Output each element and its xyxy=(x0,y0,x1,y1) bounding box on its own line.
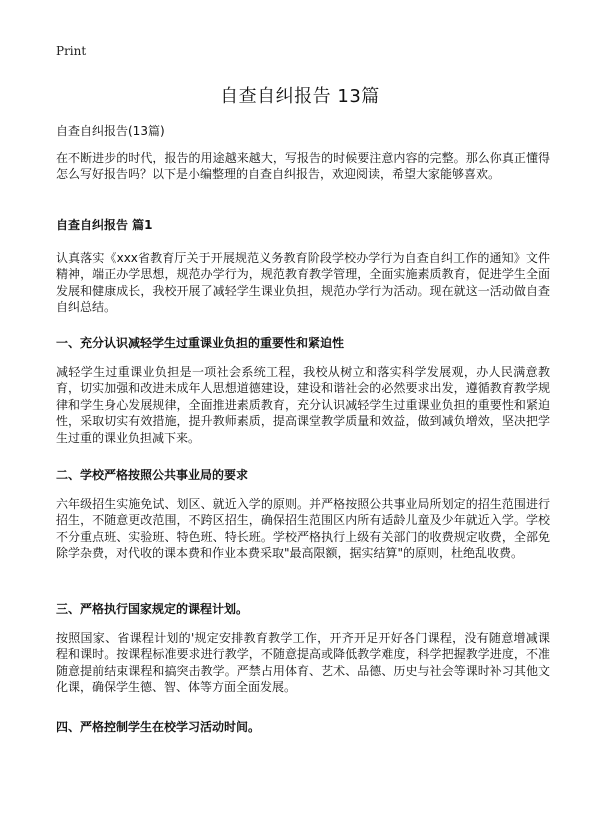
article-paragraph: 认真落实《xxx省教育厅关于开展规范义务教育阶段学校办学行为自查自纠工作的通知》文件精神，端正办学思想，规范办学行为，规范教育教学管理，全面实施素质教育，促进学生全面发展和健康成长，我校开展了减轻学生课业负担，规范办学行为活动。现在就这一活动做自查自纠总结。 xyxy=(56,251,550,315)
section-heading-4: 四、严格控制学生在校学习活动时间。 xyxy=(56,720,261,734)
section-heading-1: 一、充分认识减轻学生过重课业负担的重要性和紧迫性 xyxy=(56,336,345,350)
page-title: 自查自纠报告 13篇 xyxy=(220,86,380,107)
intro-paragraph: 在不断进步的时代，报告的用途越来越大，写报告的时候要注意内容的完整。那么你真正懂得怎么写好报告吗？以下是小编整理的自查自纠报告，欢迎阅读，希望大家能够喜欢。 xyxy=(56,151,550,182)
article-heading: 自查自纠报告 篇1 xyxy=(56,218,153,232)
document-subtitle: 自查自纠报告(13篇) xyxy=(56,124,165,138)
section-text-3: 按照国家、省课程计划的'规定安排教育教学工作，开齐开足开好各门课程，没有随意增减课程和课时。按课程标准要求进行教学，不随意提高或降低教学难度，科学把握教学进度，不准随意提前结束课程和搞突击教学。严禁占用体育、艺术、品德、历史与社会等课时补习其他文化课，确保学生德、智、体等方面全面发展。 xyxy=(56,631,550,695)
section-heading-3: 三、严格执行国家规定的课程计划。 xyxy=(56,602,249,616)
section-heading-2: 二、学校严格按照公共事业局的要求 xyxy=(56,468,249,482)
print-link[interactable]: Print xyxy=(56,44,87,58)
section-text-2: 六年级招生实施免试、划区、就近入学的原则。并严格按照公共事业局所划定的招生范围进行招生，不随意更改范围，不跨区招生，确保招生范围区内所有适龄儿童及少年就近入学。学校不分重点班、实验班、特色班、特长班。学校严格执行上级有关部门的收费规定收费，全部免除学杂费，对代收的课本费和作业本费采取"最高限额，据实结算"的原则，杜绝乱收费。 xyxy=(56,497,550,561)
section-text-1: 减轻学生过重课业负担是一项社会系统工程，我校从树立和落实科学发展观，办人民满意教育，切实加强和改进未成年人思想道德建设，建设和谐社会的必然要求出发，遵循教育教学规律和学生身心发展规律，全面推进素质教育，充分认识减轻学生过重课业负担的重要性和紧迫性，采取切实有效措施，提升教师素质，提高课堂教学质量和效益，做到减负增效，坚决把学生过重的课业负担减下来。 xyxy=(56,365,550,445)
